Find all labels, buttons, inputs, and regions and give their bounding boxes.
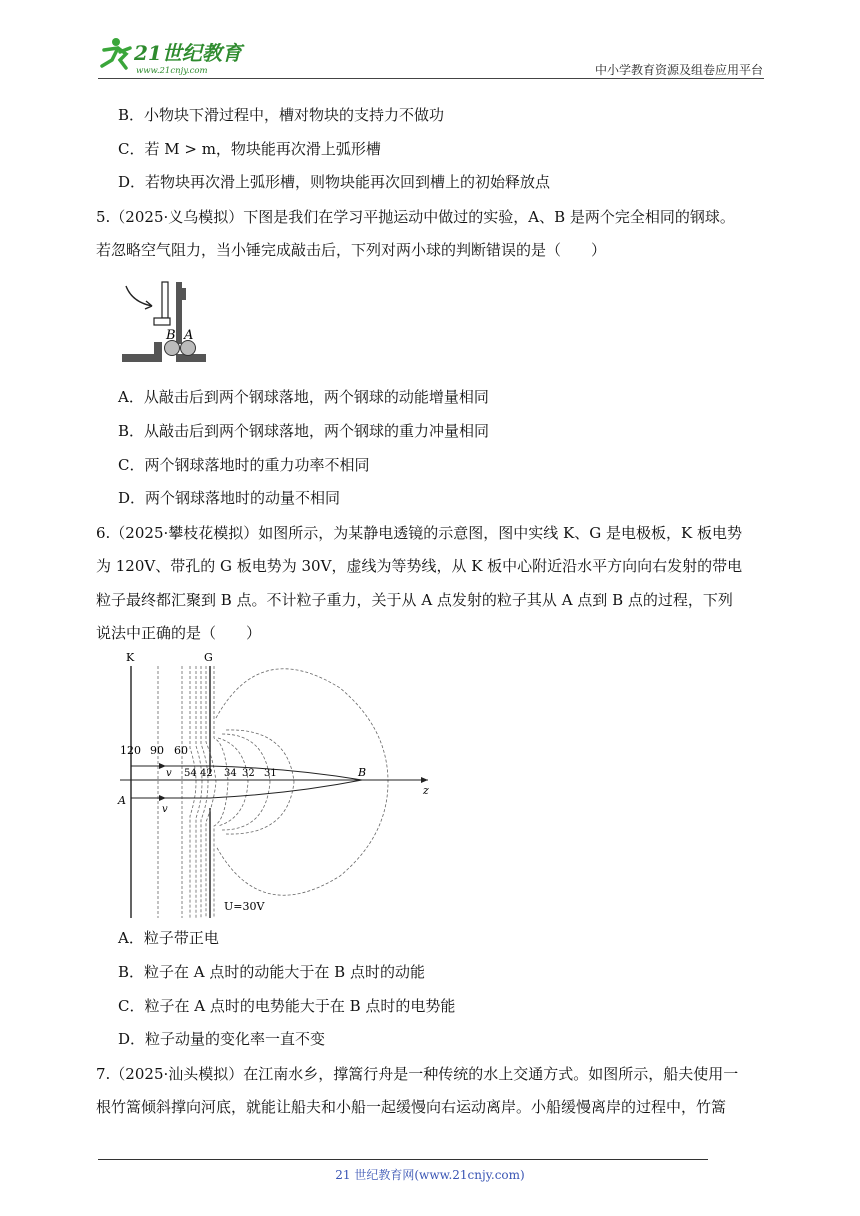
q5-stem-line1: 5.（2025·义乌模拟）下图是我们在学习平抛运动中做过的实验，A、B 是两个完全相同的钢球。 [96, 208, 735, 226]
q5-option-b: B．从敲击后到两个钢球落地，两个钢球的重力冲量相同 [118, 422, 490, 440]
header-platform-text: 中小学教育资源及组卷应用平台 [594, 63, 763, 77]
equipotential-lines [158, 666, 388, 918]
q7-stem-line1: 7.（2025·汕头模拟）在江南水乡，撑篙行舟是一种传统的水上交通方式。如图所示，船夫使用一 [96, 1065, 739, 1083]
footer-divider [98, 1159, 708, 1160]
label-b: B [166, 328, 176, 343]
site-logo [96, 36, 266, 78]
trajectory-lower [131, 780, 362, 798]
q5-option-c: C．两个钢球落地时的重力功率不相同 [118, 456, 370, 474]
label-u: U=30V [224, 900, 265, 913]
q6-stem-line4: 说法中正确的是（ ） [96, 624, 262, 642]
q6-option-c: C．粒子在 A 点时的电势能大于在 B 点时的电势能 [118, 997, 456, 1015]
label-31: 31 [264, 768, 277, 779]
q7-stem-line2: 根竹篙倾斜撑向河底，就能让船夫和小船一起缓慢向右运动离岸。小船缓慢离岸的过程中，竹篙 [96, 1098, 727, 1116]
label-60: 60 [174, 744, 188, 757]
label-b-point: B [358, 766, 367, 779]
label-a-point: A [118, 794, 126, 807]
q4-option-d: D．若物块再次滑上弧形槽，则物块能再次回到槽上的初始释放点 [118, 173, 551, 191]
q6-electrostatic-lens-figure [110, 648, 440, 920]
q4-option-c: C．若 M > m，物块能再次滑上弧形槽 [118, 140, 381, 158]
hammer-head [154, 318, 170, 325]
label-54: 54 [184, 768, 197, 779]
label-32: 32 [242, 768, 255, 779]
label-g: G [204, 651, 213, 664]
label-a: A [184, 328, 194, 343]
header-divider [98, 78, 764, 79]
label-v-top: v [166, 768, 172, 779]
q6-stem-line3: 粒子最终都汇聚到 B 点。不计粒子重力，关于从 A 点发射的粒子其从 A 点到 B 点的过程，下列 [96, 591, 733, 609]
q6-option-a: A．粒子带正电 [118, 929, 219, 947]
footer-text: 21 世纪教育网(www.21cnjy.com) [335, 1168, 525, 1182]
hammer-handle [162, 282, 168, 318]
label-v-bottom: v [162, 804, 168, 815]
q6-stem-line1: 6.（2025·攀枝花模拟）如图所示，为某静电透镜的示意图，图中实线 K、G 是电极板，K 板电势 [96, 524, 742, 542]
label-k: K [126, 651, 135, 664]
q4-option-b: B．小物块下滑过程中，槽对物块的支持力不做功 [118, 106, 445, 124]
logo-url-text: www.21cnjy.com [136, 66, 208, 76]
label-90: 90 [150, 744, 164, 757]
logo-main-text: 21世纪教育 [134, 41, 242, 65]
post [176, 282, 182, 344]
q5-option-a: A．从敲击后到两个钢球落地，两个钢球的动能增量相同 [118, 388, 489, 406]
q5-figure [118, 280, 208, 366]
label-34: 34 [224, 768, 237, 779]
q6-option-b: B．粒子在 A 点时的动能大于在 B 点时的动能 [118, 963, 425, 981]
q6-option-d: D．粒子动量的变化率一直不变 [118, 1030, 326, 1048]
label-120: 120 [120, 744, 141, 757]
label-42: 42 [200, 768, 213, 779]
q5-option-d: D．两个钢球落地时的动量不相同 [118, 489, 341, 507]
runner-icon [102, 38, 130, 68]
q6-stem-line2: 为 120V、带孔的 G 板电势为 30V，虚线为等势线，从 K 板中心附近沿水平方向向右发射的带电 [96, 557, 743, 575]
q5-stem-line2: 若忽略空气阻力，当小锤完成敲击后，下列对两小球的判断错误的是（ ） [96, 241, 607, 259]
label-z: z [423, 784, 429, 797]
